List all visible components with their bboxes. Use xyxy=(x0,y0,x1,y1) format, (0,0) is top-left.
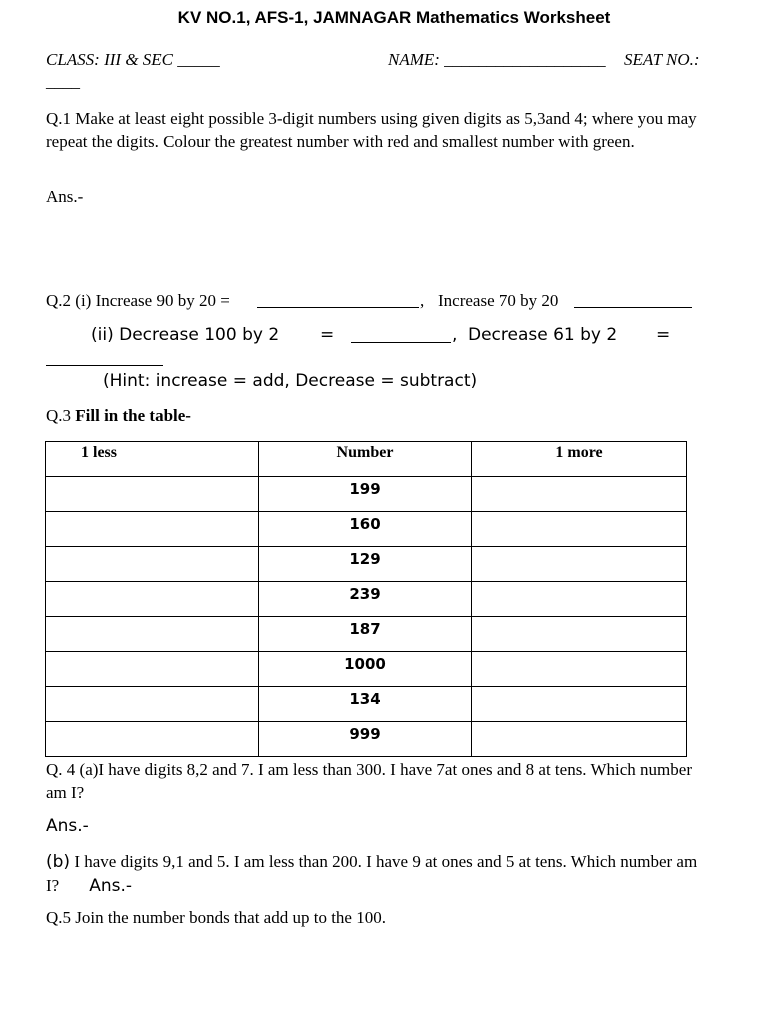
hint-text: (Hint: increase = add, Decrease = subtract) xyxy=(103,371,478,391)
question-4a xyxy=(46,758,746,804)
answer-cell-1-more[interactable] xyxy=(472,722,687,757)
question-2-part-ii-second: Decrease 61 by 2 xyxy=(468,325,618,345)
worksheet-title: KV NO.1, AFS-1, JAMNAGAR Mathematics Worksheet xyxy=(177,8,611,27)
column-header-1-more: 1 more xyxy=(472,442,687,477)
table-row xyxy=(46,652,687,687)
seat-number-field: SEAT NO.: xyxy=(624,50,700,69)
answer-blank-2i-b[interactable] xyxy=(574,293,692,313)
answer-cell-1-more[interactable] xyxy=(472,582,687,617)
question-2-part-i: Q.2 (i) Increase 90 by 20 = xyxy=(46,291,230,310)
answer-blank-2ii-a[interactable] xyxy=(351,328,451,348)
question-1-line-1: Q.1 Make at least eight possible 3-digit numbers using given digits as 5,3and 4; where you may xyxy=(46,109,697,128)
table-row xyxy=(46,722,687,757)
table-row xyxy=(46,547,687,582)
answer-blank-2ii-b[interactable] xyxy=(46,351,163,371)
answer-cell-1-more[interactable] xyxy=(472,617,687,652)
question-4a-line-2: am I? xyxy=(46,783,85,802)
table-row xyxy=(46,617,687,652)
question-3-number: Q.3 xyxy=(46,406,72,425)
question-1-answer-label: Ans.- xyxy=(46,187,84,206)
table-row xyxy=(46,687,687,722)
number-cell: 129 xyxy=(259,547,472,582)
number-cell: 1000 xyxy=(259,652,472,687)
comma: , xyxy=(452,325,458,345)
table-row xyxy=(46,512,687,547)
question-5: Q.5 Join the number bonds that add up to the 100. xyxy=(46,908,386,927)
number-cell: 239 xyxy=(259,582,472,617)
class-section-field: CLASS: III & SEC _____ xyxy=(46,50,220,69)
answer-blank-2i-a[interactable] xyxy=(257,293,419,313)
answer-cell-1-less[interactable] xyxy=(46,547,259,582)
fill-in-table xyxy=(45,441,687,757)
question-4b xyxy=(46,850,746,898)
answer-cell-1-more[interactable] xyxy=(472,652,687,687)
question-4b-text-end: I? xyxy=(46,876,60,895)
answer-cell-1-less[interactable] xyxy=(46,617,259,652)
question-3-instruction: Fill in the table- xyxy=(75,406,191,425)
question-4a-answer-label: Ans.- xyxy=(46,816,89,836)
question-4b-label: (b) xyxy=(46,852,71,872)
comma: , xyxy=(420,291,425,310)
number-cell: 199 xyxy=(259,477,472,512)
answer-cell-1-less[interactable] xyxy=(46,512,259,547)
answer-cell-1-less[interactable] xyxy=(46,477,259,512)
question-3-heading xyxy=(46,406,191,426)
question-4a-line-1: Q. 4 (a)I have digits 8,2 and 7. I am less than 300. I have 7at ones and 8 at tens. Which number xyxy=(46,760,692,779)
table-header-row xyxy=(46,442,687,477)
column-header-number: Number xyxy=(259,442,472,477)
question-4b-line-2 xyxy=(46,874,746,898)
answer-cell-1-less[interactable] xyxy=(46,652,259,687)
table-row xyxy=(46,582,687,617)
question-4b-line-1 xyxy=(46,850,746,874)
number-cell: 187 xyxy=(259,617,472,652)
answer-cell-1-more[interactable] xyxy=(472,687,687,722)
column-header-1-less: 1 less xyxy=(46,442,259,477)
answer-cell-1-more[interactable] xyxy=(472,477,687,512)
seat-number-blank: ____ xyxy=(46,72,80,91)
answer-cell-1-less[interactable] xyxy=(46,687,259,722)
number-cell: 999 xyxy=(259,722,472,757)
question-4b-text: I have digits 9,1 and 5. I am less than 200. I have 9 at ones and 5 at tens. Which number am xyxy=(74,852,698,871)
question-1-line-2: repeat the digits. Colour the greatest number with red and smallest number with green. xyxy=(46,132,635,151)
answer-cell-1-less[interactable] xyxy=(46,582,259,617)
question-2-part-ii: (ii) Decrease 100 by 2 xyxy=(91,325,280,345)
answer-cell-1-more[interactable] xyxy=(472,512,687,547)
answer-cell-1-more[interactable] xyxy=(472,547,687,582)
answer-cell-1-less[interactable] xyxy=(46,722,259,757)
number-cell: 134 xyxy=(259,687,472,722)
question-1 xyxy=(46,107,746,153)
table-row xyxy=(46,477,687,512)
name-field: NAME: ___________________ xyxy=(388,50,606,69)
question-2-part-i-second: Increase 70 by 20 xyxy=(438,291,559,310)
number-cell: 160 xyxy=(259,512,472,547)
equals-sign: = xyxy=(656,325,671,345)
equals-sign: = xyxy=(320,325,335,345)
question-4b-answer-label: Ans.- xyxy=(89,876,133,896)
